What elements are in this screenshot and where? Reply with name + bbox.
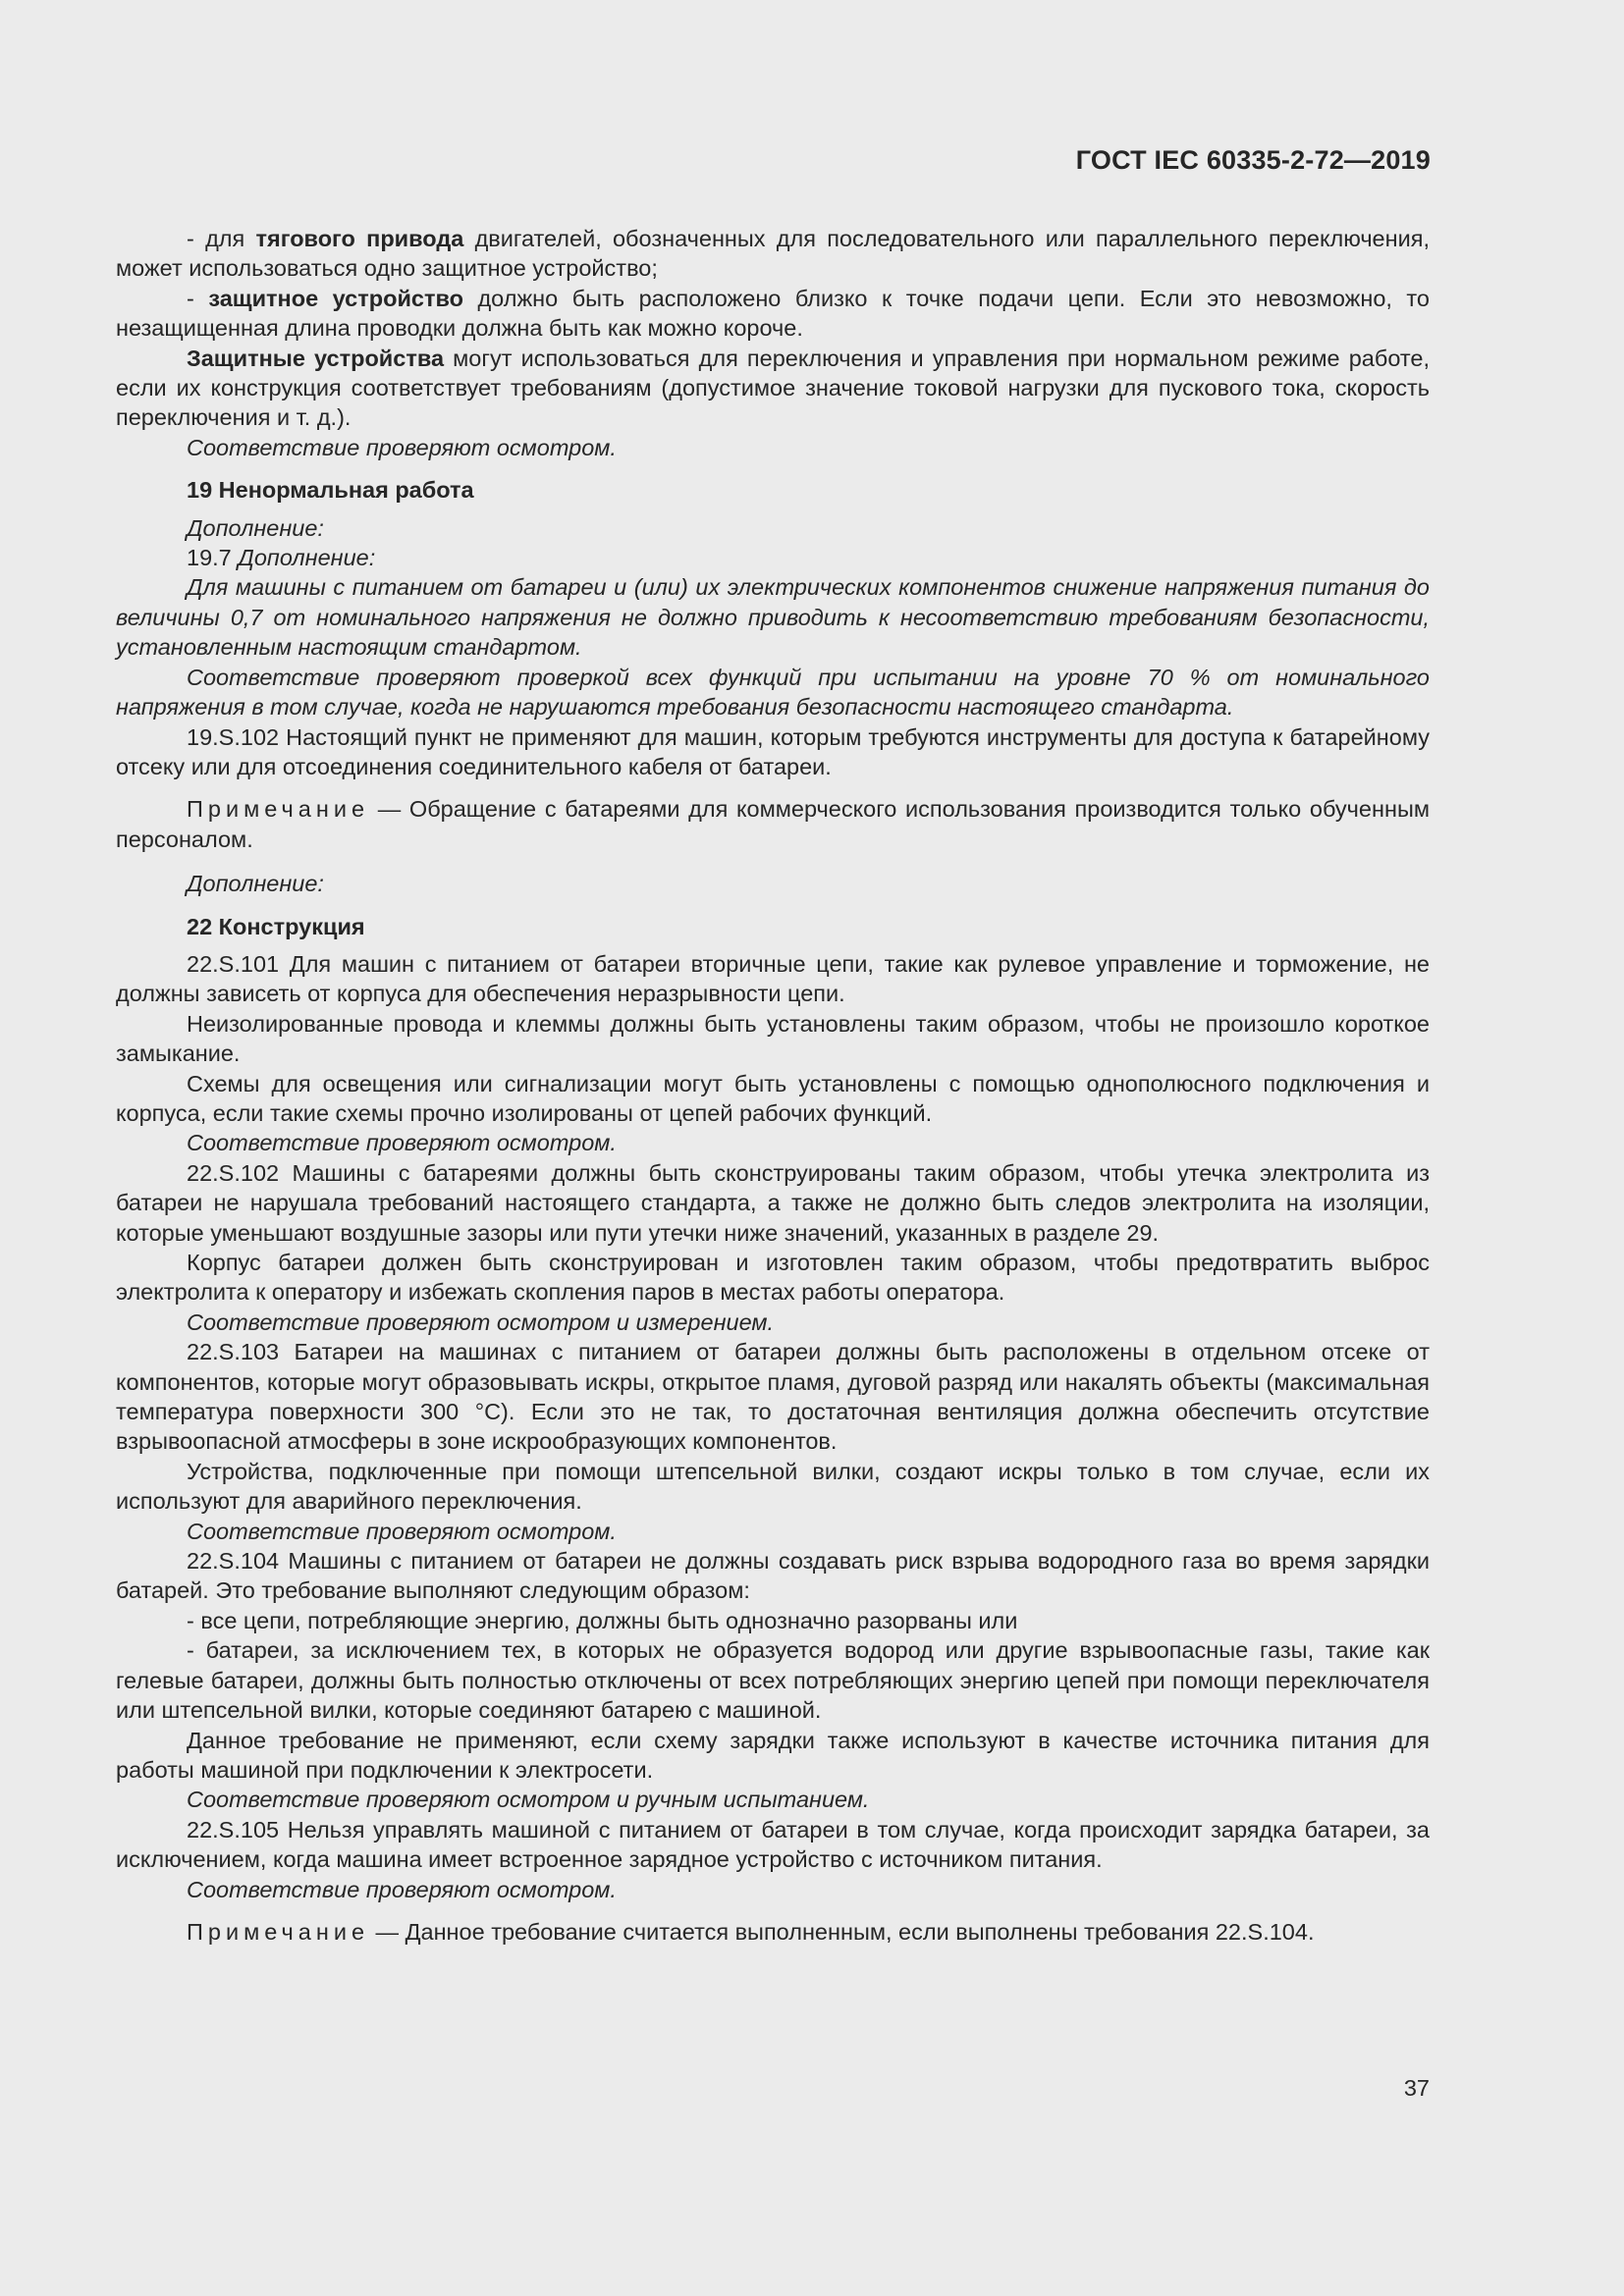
paragraph: - защитное устройство должно быть расположено близко к точке подачи цепи. Если это невозможно, то незащищенная длина проводки должна быть как можно короче. [116,285,1430,342]
clause-19-7: 19.7 Дополнение: [187,545,376,571]
compliance-check: Соответствие проверяют осмотром. [187,1876,617,1902]
document-header: ГОСТ IEC 60335-2-72—2019 [1075,145,1431,175]
compliance-check: Соответствие проверяют осмотром. [187,1518,617,1544]
note: Примечание — Данное требование считается выполненным, если выполнены требования 22.S.104. [187,1918,1315,1945]
addition-label-2: Дополнение: [187,871,324,897]
section-heading-22: 22 Конструкция [187,913,365,939]
paragraph: Устройства, подключенные при помощи штепсельной вилки, создают искры только в том случае, если их используют для аварийного переключения. [116,1458,1430,1515]
clause-22-s102: 22.S.102 Машины с батареями должны быть сконструированы таким образом, чтобы утечка электролита из батареи не нарушала требований настоящего стандарта, а также не должно быть следов электролита на изоляции, которые уменьшают воздушные зазоры или пути утечки ниже значений, указанных в разделе 29. [116,1159,1430,1246]
paragraph: Для машины с питанием от батареи и (или) их электрических компонентов снижение напряжения питания до величины 0,7 от номинального напряжения не должно приводить к несоответствию требованиям безопасности, установленным настоящим стандартом. [116,574,1430,661]
addition-label: Дополнение: [187,514,324,541]
compliance-check: Соответствие проверяют осмотром. [187,1130,617,1156]
compliance-check: Соответствие проверяют осмотром и измерением. [187,1308,775,1335]
paragraph: Данное требование не применяют, если схему зарядки также используют в качестве источника питания для работы машиной при подключении к электросети. [116,1727,1430,1783]
compliance-check: Соответствие проверяют осмотром. [187,434,617,460]
list-item: - батареи, за исключением тех, в которых не образуется водород или другие взрывоопасные газы, такие как гелевые батареи, должны быть полностью отключены от всех потребляющих энергию цепей при помощи переключателя или штепсельной вилки, которые соединяют батарею с машиной. [116,1637,1430,1724]
paragraph: Схемы для освещения или сигнализации могут быть установлены с помощью однополюсного подключения и корпуса, если такие схемы прочно изолированы от цепей рабочих функций. [116,1070,1430,1126]
note: Примечание — Обращение с батареями для коммерческого использования производится только обученным персоналом. [116,796,1430,852]
compliance-check: Соответствие проверяют проверкой всех функций при испытании на уровне 70 % от номинального напряжения в том случае, когда не нарушаются требования безопасности настоящего стандарта. [116,664,1430,721]
paragraph: - для тягового привода двигателей, обозначенных для последовательного или параллельного переключения, может использоваться одно защитное устройство; [116,226,1430,282]
clause-19-s102: 19.S.102 Настоящий пункт не применяют для машин, которым требуются инструменты для доступа к батарейному отсеку или для отсоединения соединительного кабеля от батареи. [116,723,1430,779]
document-body [116,224,1430,1947]
compliance-check: Соответствие проверяют осмотром и ручным испытанием. [187,1787,870,1813]
list-item: - все цепи, потребляющие энергию, должны быть однозначно разорваны или [187,1607,1018,1633]
section-heading-19: 19 Ненормальная работа [187,477,474,504]
clause-22-s105: 22.S.105 Нельзя управлять машиной с питанием от батареи в том случае, когда происходит зарядка батареи, за исключением, когда машина имеет встроенное зарядное устройство с источником питания. [116,1816,1430,1873]
paragraph: Корпус батареи должен быть сконструирован и изготовлен таким образом, чтобы предотвратить выброс электролита к оператору и избежать скопления паров в местах работы оператора. [116,1250,1430,1306]
paragraph: Неизолированные провода и клеммы должны быть установлены таким образом, чтобы не произошло короткое замыкание. [116,1010,1430,1067]
clause-22-s103: 22.S.103 Батареи на машинах с питанием от батареи должны быть расположены в отдельном отсеке от компонентов, которые могут образовывать искры, открытое пламя, дуговой разряд или накалять объекты (максимальная температура поверхности 300 °С). Если это не так, то достаточная вентиляция должна обеспечить отсутствие взрывоопасной атмосферы в зоне искрообразующих компонентов. [116,1339,1430,1455]
clause-22-s101: 22.S.101 Для машин с питанием от батареи вторичные цепи, такие как рулевое управление и торможение, не должны зависеть от корпуса для обеспечения неразрывности цепи. [116,950,1430,1007]
page-number: 37 [1403,2075,1430,2101]
paragraph: Защитные устройства могут использоваться для переключения и управления при нормальном режиме работе, если их конструкция соответствует требованиям (допустимое значение токовой нагрузки для пускового тока, скорость переключения и т. д.). [116,345,1430,431]
clause-22-s104: 22.S.104 Машины с питанием от батареи не должны создавать риск взрыва водородного газа во время зарядки батарей. Это требование выполняют следующим образом: [116,1548,1430,1604]
